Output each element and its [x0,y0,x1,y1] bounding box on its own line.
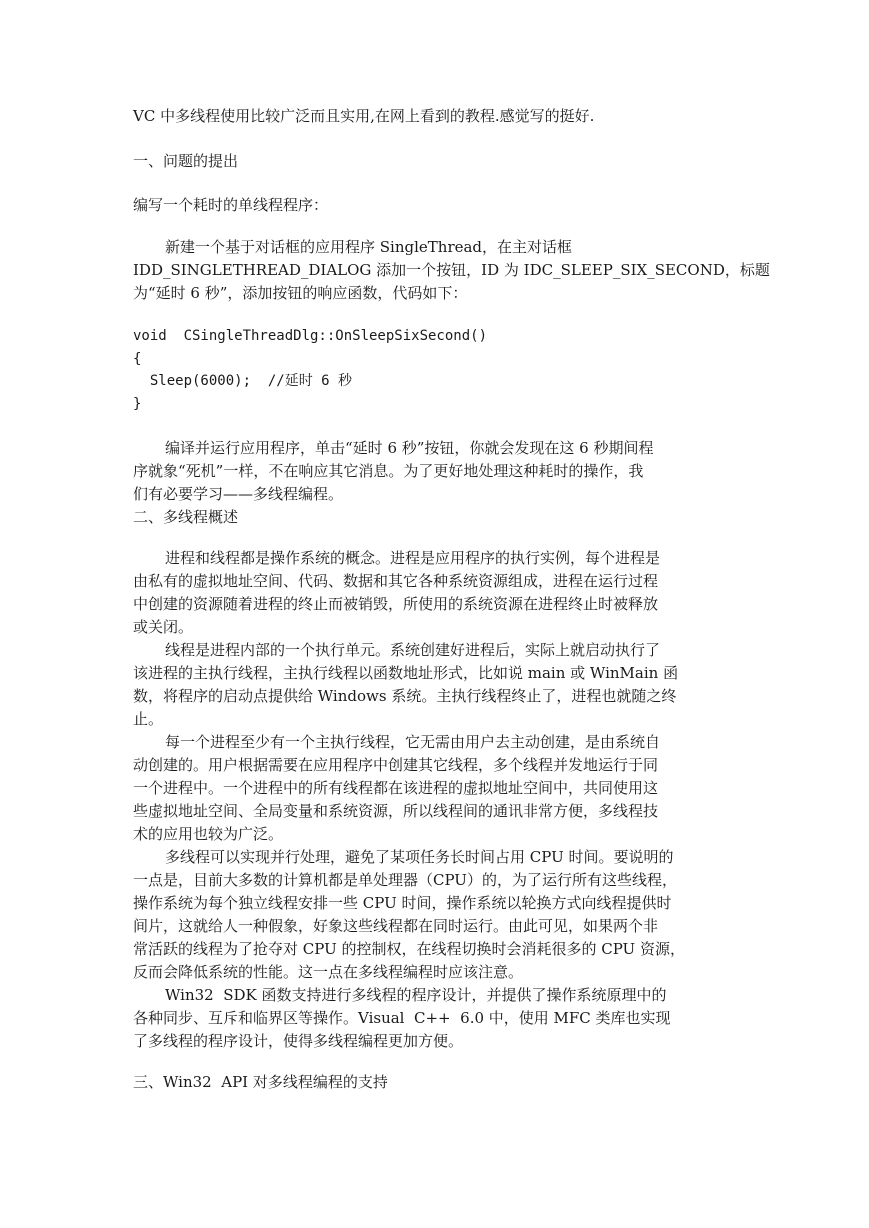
paragraph-each-line-2: 动创建的。用户根据需要在应用程序中创建其它线程，多个线程并发地运行于同 [133,756,659,774]
paragraph-parallel-line-3: 操作系统为每个独立线程安排一些 CPU 时间，操作系统以轮换方式向线程提供时 [133,894,672,912]
code-line-1: void CSingleThreadDlg::OnSleepSixSecond() [133,328,488,344]
paragraph-parallel-line-1: 多线程可以实现并行处理，避免了某项任务长时间占用 CPU 时间。要说明的 [165,848,674,866]
paragraph-parallel-line-5: 常活跃的线程为了抢夺对 CPU 的控制权，在线程切换时会消耗很多的 CPU 资源， [133,940,685,958]
code-line-4: } [133,396,142,412]
paragraph-thread-line-3: 数，将程序的启动点提供给 Windows 系统。主执行线程终止了，进程也就随之终 [133,687,677,705]
paragraph-thread-line-4: 止。 [133,710,164,728]
paragraph-process-line-1: 进程和线程都是操作系统的概念。进程是应用程序的执行实例，每个进程是 [165,549,661,567]
code-line-2: { [133,351,142,367]
paragraph-compile-line-3: 们有必要学习——多线程编程。 [133,485,344,503]
paragraph-win32-line-2: 各种同步、互斥和临界区等操作。Visual C++ 6.0 中，使用 MFC 类库也实现 [133,1009,671,1027]
paragraph-thread-line-1: 线程是进程内部的一个执行单元。系统创建好进程后，实际上就启动执行了 [165,641,661,659]
paragraph-write: 编写一个耗时的单线程程序： [133,196,329,214]
paragraph-thread-line-2: 该进程的主执行线程，主执行线程以函数地址形式，比如说 main 或 WinMain 函 [133,664,679,682]
paragraph-win32-line-1: Win32 SDK 函数支持进行多线程的程序设计，并提供了操作系统原理中的 [165,986,667,1004]
paragraph-parallel-line-2: 一点是，目前大多数的计算机都是单处理器（CPU）的，为了运行所有这些线程， [133,871,677,889]
paragraph-compile-line-1: 编译并运行应用程序，单击“延时 6 秒”按钮，你就会发现在这 6 秒期间程 [165,439,654,457]
paragraph-compile-line-2: 序就象“死机”一样，不在响应其它消息。为了更好地处理这种耗时的操作，我 [133,462,644,480]
paragraph-process-line-4: 或关闭。 [133,618,194,636]
section-heading-2: 二、多线程概述 [133,508,239,526]
intro-text: VC 中多线程使用比较广泛而且实用,在网上看到的教程.感觉写的挺好. [133,107,595,125]
code-line-3: Sleep(6000); //延时 6 秒 [133,373,353,389]
paragraph-each-line-5: 术的应用也较为广泛。 [133,825,284,843]
paragraph-new-line-1: 新建一个基于对话框的应用程序 SingleThread，在主对话框 [165,238,573,256]
paragraph-each-line-1: 每一个进程至少有一个主执行线程，它无需由用户去主动创建，是由系统自 [165,733,661,751]
paragraph-win32-line-3: 了多线程的程序设计，使得多线程编程更加方便。 [133,1032,464,1050]
paragraph-new-line-3: 为“延时 6 秒”，添加按钮的响应函数，代码如下： [133,284,468,302]
section-heading-1: 一、问题的提出 [133,152,239,170]
paragraph-parallel-line-4: 间片，这就给人一种假象，好象这些线程都在同时运行。由此可见，如果两个非 [133,917,659,935]
paragraph-process-line-2: 由私有的虚拟地址空间、代码、数据和其它各种系统资源组成，进程在运行过程 [133,572,659,590]
section-heading-3: 三、Win32 API 对多线程编程的支持 [133,1073,388,1091]
paragraph-each-line-3: 一个进程中。一个进程中的所有线程都在该进程的虚拟地址空间中，共同使用这 [133,779,659,797]
paragraph-each-line-4: 些虚拟地址空间、全局变量和系统资源，所以线程间的通讯非常方便，多线程技 [133,802,659,820]
paragraph-parallel-line-6: 反而会降低系统的性能。这一点在多线程编程时应该注意。 [133,963,524,981]
paragraph-new-line-2: IDD_SINGLETHREAD_DIALOG 添加一个按钮，ID 为 IDC_SLEEP_SIX_SECOND，标题 [133,261,770,279]
paragraph-process-line-3: 中创建的资源随着进程的终止而被销毁，所使用的系统资源在进程终止时被释放 [133,595,659,613]
